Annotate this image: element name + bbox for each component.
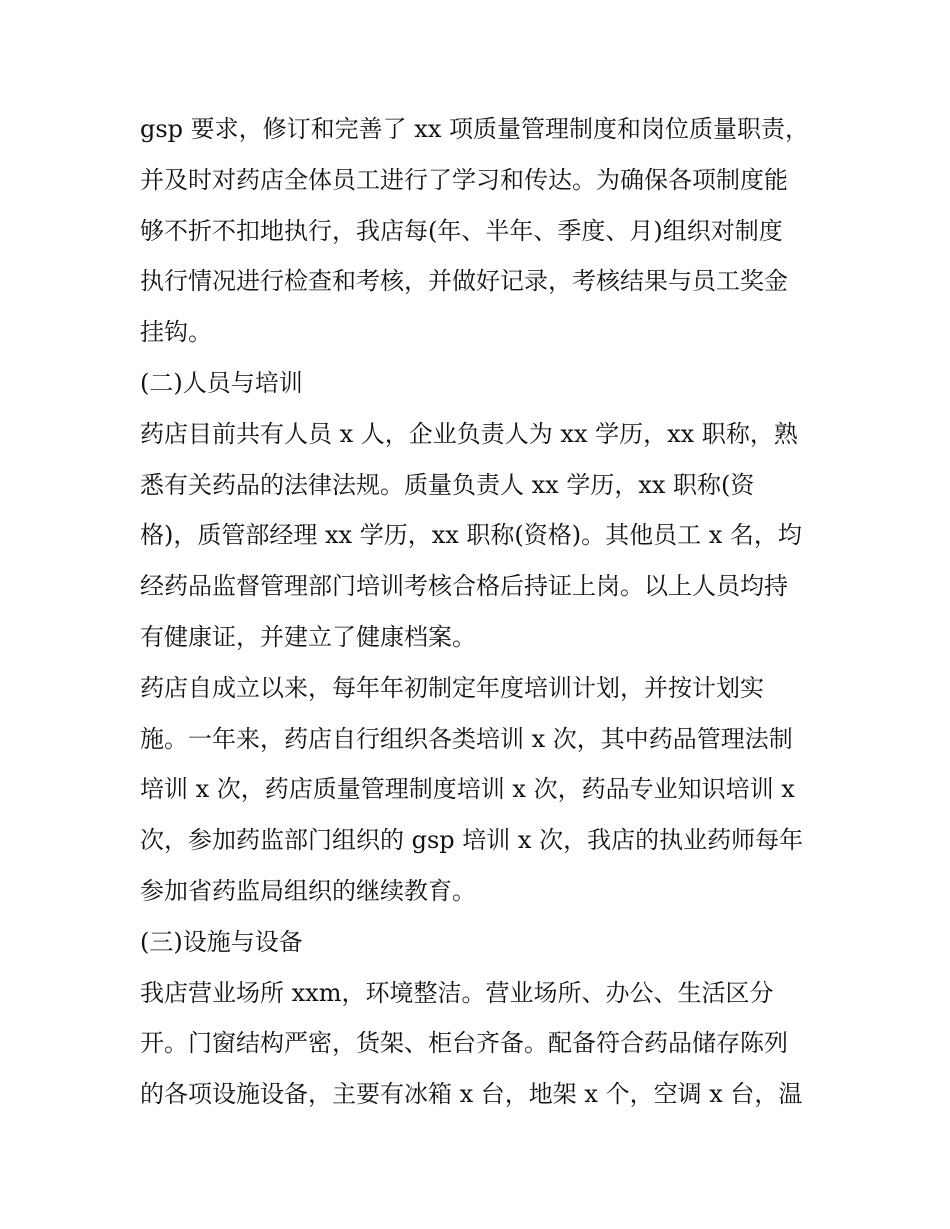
text-line: 药店目前共有人员 x 人，企业负责人为 xx 学历，xx 职称，熟	[140, 419, 798, 448]
text-line: 药店自成立以来，每年年初制定年度培训计划，并按计划实	[140, 673, 764, 702]
text-line: 格)，质管部经理 xx 学历，xx 职称(资格)。其他员工 x 名，均	[140, 521, 802, 550]
section-heading: (三)设施与设备	[140, 927, 303, 956]
text-line: 开。门窗结构严密，货架、柜台齐备。配备符合药品储存陈列	[140, 1029, 788, 1058]
text-line: 挂钩。	[140, 318, 212, 347]
text-line: 的各项设施设备，主要有冰箱 x 台，地架 x 个，空调 x 台，温	[140, 1080, 803, 1109]
text-line: gsp 要求，修订和完善了 xx 项质量管理制度和岗位质量职责，	[140, 115, 809, 143]
text-line: 执行情况进行检查和考核，并做好记录，考核结果与员工奖金	[140, 267, 788, 296]
text-line: 并及时对药店全体员工进行了学习和传达。为确保各项制度能	[140, 165, 788, 194]
text-line: 次，参加药监部门组织的 gsp 培训 x 次，我店的执业药师每年	[140, 826, 804, 855]
document-body	[140, 104, 812, 1120]
text-line: 我店营业场所 xxm，环境整洁。营业场所、办公、生活区分	[140, 978, 774, 1007]
text-line: 悉有关药品的法律法规。质量负责人 xx 学历，xx 职称(资	[140, 470, 755, 499]
text-line: 够不折不扣地执行，我店每(年、半年、季度、月)组织对制度	[140, 216, 783, 245]
text-line: 有健康证，并建立了健康档案。	[140, 622, 476, 651]
text-line: 经药品监督管理部门培训考核合格后持证上岗。以上人员均持	[140, 572, 788, 601]
text-line: 施。一年来，药店自行组织各类培训 x 次，其中药品管理法制	[140, 724, 793, 753]
text-line: 培训 x 次，药店质量管理制度培训 x 次，药品专业知识培训 x	[140, 775, 795, 804]
section-heading: (二)人员与培训	[140, 368, 303, 397]
text-line: 参加省药监局组织的继续教育。	[140, 876, 476, 905]
